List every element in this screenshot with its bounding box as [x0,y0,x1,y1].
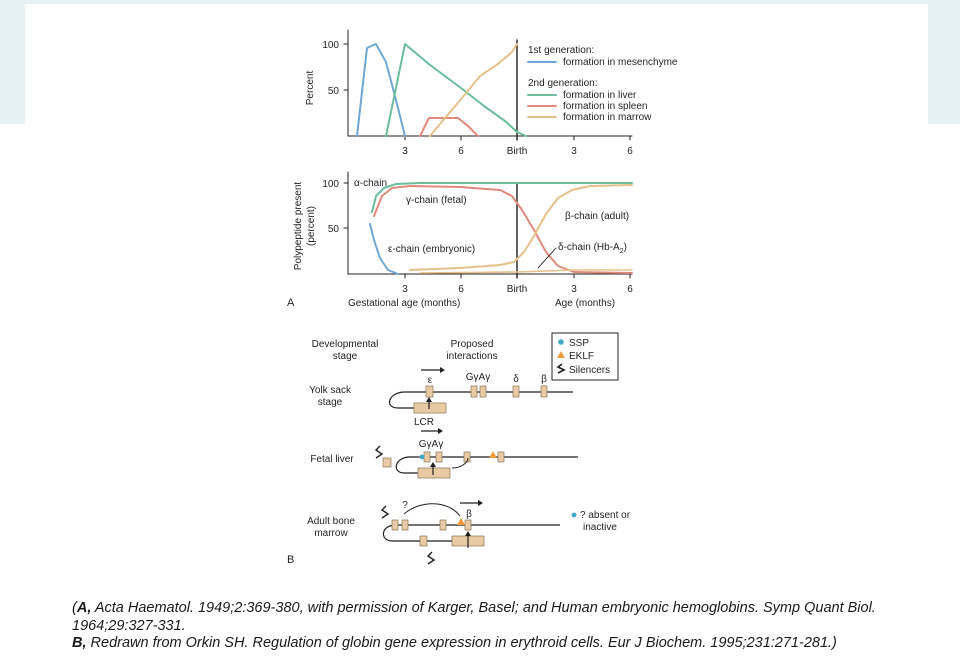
yolk-delta-gene [513,386,519,397]
yolk-tx-arrowhead [440,367,445,373]
stage-adult-line1: Adult bone [307,516,355,527]
yolk-up-arrowhead [426,397,432,402]
fetal-diagram [376,428,578,478]
fetal-eklf-icon [489,451,497,458]
legend-item-mesenchyme: formation in mesenchyme [563,57,678,68]
header-stage: stage [332,351,358,362]
yolk-epsilon-gene [426,386,433,397]
bottom-x-tick-label: 3 [571,284,577,295]
top-y-tick-label: 100 [322,40,339,51]
beta-chain-label: β-chain (adult) [565,211,630,222]
fetal-epsilon-box [383,458,391,467]
stage-yolk-line2: stage [317,397,343,408]
fetal-beta-gene [498,452,504,462]
adult-tx-arrowhead [478,500,483,506]
fetal-up-arrowhead [430,462,436,467]
ssp-icon [558,339,564,345]
adult-g-gamma-gene [402,520,408,530]
bottom-x-tick-label: Birth [506,284,528,295]
legend-item-marrow: formation in marrow [563,112,652,123]
label-delta: δ [513,374,519,385]
absent-note-line1: ? absent or [580,510,631,521]
delta-chain-label: δ-chain $(Hb-A_2)$ [558,242,627,255]
legend-eklf: EKLF [569,351,595,362]
caption-b-label: B, [72,635,87,651]
label-g-gamma-a-gamma: GγAγ [465,372,491,383]
bottom-x-tick-label: 6 [627,284,633,295]
fetal-silencer-icon [376,446,382,458]
caption-a-text: Acta Haematol. 1949;2:369-380, with permission of Karger, Basel; and Human embryonic hemoglobins. Symp Quant Biol. 1964;29:327-331. [72,600,876,634]
fetal-lcr-box [418,468,450,478]
top-chart [305,30,678,157]
adult-eklf-icon [457,518,465,525]
yolk-g-gamma-gene [471,386,477,397]
legend-gen1-title: 1st generation: [528,45,595,56]
stage-yolk-line1: Yolk sack [309,385,351,396]
top-x-tick-label: 6 [627,146,633,157]
fetal-ssp-icon [420,455,425,460]
panel-a-label: A [287,297,295,309]
caption-open-paren: ( [72,600,77,616]
top-y-tick-label: 50 [327,86,339,97]
marrow-curve [430,44,517,136]
stage-adult-line2: marrow [314,528,348,539]
fetal-tx-arrowhead [438,428,443,434]
panel-b [287,333,631,566]
alpha-chain-label: α-chain [354,178,388,189]
legend-ssp: SSP [569,338,590,349]
fetal-a-gamma-gene [436,452,442,462]
legend-silencers: Silencers [569,365,611,376]
adult-label-beta: β [466,509,472,520]
adult-beta-gene [465,520,471,530]
label-beta: β [541,374,547,385]
adult-interaction-arc [404,504,460,516]
caption-b-text: Redrawn from Orkin SH. Regulation of globin gene expression in erythroid cells. Eur J Biochem. 1995;231:271-281.) [86,635,837,651]
adult-label-question: ? [402,500,408,511]
caption-a-label: A, [76,600,92,616]
bottom-x-tick-label: 6 [458,284,464,295]
yolk-beta-gene [541,386,547,397]
yolk-a-gamma-gene [480,386,486,397]
bottom-chart [293,172,633,309]
bottom-y-tick-label: 100 [322,179,339,190]
stage-fetal-liver: Fetal liver [310,454,354,465]
bottom-x-label-gestational: Gestational age (months) [348,298,461,309]
panel-b-legend [552,333,618,380]
bottom-x-label-age: Age (months) [555,298,616,309]
top-x-tick-label: Birth [506,146,528,157]
spleen-curve [420,118,478,136]
gamma-chain-label: γ-chain (fetal) [406,195,467,206]
adult-delta-gene [440,520,446,530]
bottom-x-tick-label: 3 [402,284,408,295]
delta-pointer [538,248,556,268]
legend-gen2-title: 2nd generation: [528,78,598,89]
bottom-y-tick-label: 50 [327,224,339,235]
absent-note-line2: inactive [583,522,617,533]
legend-item-liver: formation in liver [563,90,637,101]
yolk-loop [390,392,410,408]
label-epsilon: ε [427,375,433,386]
legend-item-spleen: formation in spleen [563,101,648,112]
adult-lower-silencer-icon [428,552,434,564]
adult-up-arrowhead [465,531,471,536]
fetal-g-gamma-gene [424,452,430,462]
yolk-lcr-box [414,403,446,413]
top-x-tick-label: 3 [402,146,408,157]
fetal-loop [396,457,412,473]
top-x-tick-label: 6 [458,146,464,157]
adult-diagram [382,500,560,564]
top-x-tick-label: 3 [571,146,577,157]
yolk-diagram [390,367,573,428]
header-developmental: Developmental [311,339,379,350]
bottom-y-label-line1: Polypeptide present [293,181,304,271]
header-proposed: Proposed [450,339,494,350]
epsilon-chain-label: ε-chain (embryonic) [388,244,476,255]
fetal-label-g-gamma-a-gamma: GγAγ [418,439,444,450]
label-lcr: LCR [413,417,435,428]
mesenchyme-curve [357,44,405,136]
top-legend [528,45,678,123]
panel-b-label: B [287,554,295,566]
absent-ssp-icon [572,513,577,518]
header-interactions: interactions [446,351,498,362]
adult-epsilon-gene [392,520,398,530]
bottom-y-label-line2: (percent) [306,205,317,247]
adult-lower-gene-box [420,536,427,546]
adult-silencer-icon [382,506,388,518]
figure-caption [72,600,942,653]
top-y-label: Percent [305,70,316,106]
